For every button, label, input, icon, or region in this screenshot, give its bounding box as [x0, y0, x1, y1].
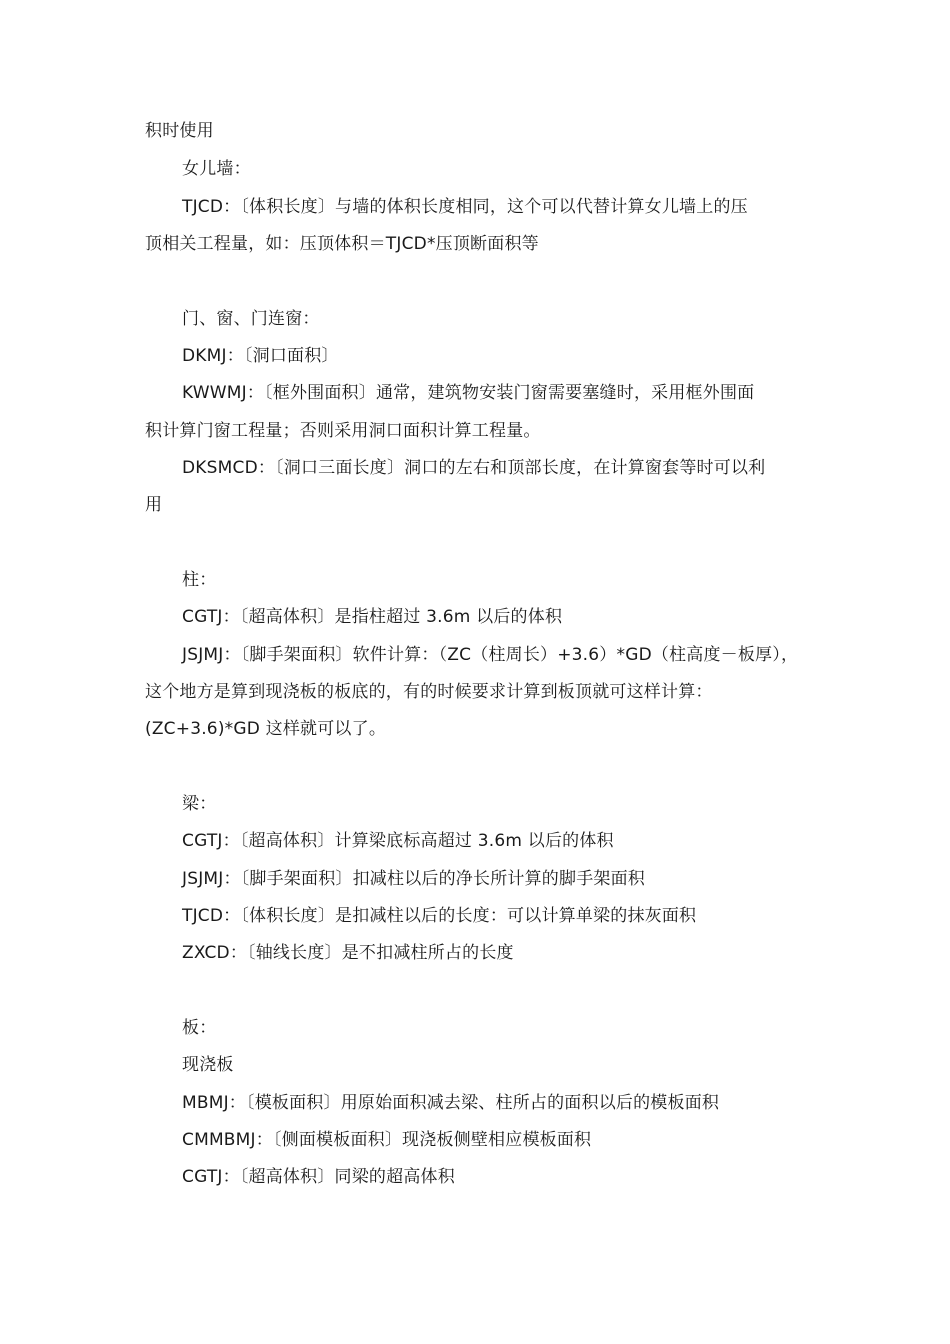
- text-line-jsjmj-column: JSJMJ：〔脚手架面积〕软件计算：（ZC（柱周长）+3.6）*GD（柱高度－板厚），: [182, 645, 799, 665]
- text-line-tjcd-parapet: TJCD：〔体积长度〕与墙的体积长度相同，这个可以代替计算女儿墙上的压: [182, 197, 748, 217]
- text-line-dksmcd-cont: 用: [145, 495, 163, 515]
- text-line-cgtj-slab: CGTJ：〔超高体积〕同梁的超高体积: [182, 1167, 455, 1187]
- text-line-kwwmj: KWWMJ：〔框外围面积〕通常，建筑物安装门窗需要塞缝时，采用框外围面: [182, 383, 755, 403]
- text-line-tjcd-parapet-cont: 顶相关工程量，如：压顶体积＝TJCD*压顶断面积等: [145, 234, 539, 254]
- text-line-dksmcd: DKSMCD：〔洞口三面长度〕洞口的左右和顶部长度，在计算窗套等时可以利: [182, 458, 766, 478]
- text-line-jsjmj-beam: JSJMJ：〔脚手架面积〕扣减柱以后的净长所计算的脚手架面积: [182, 869, 645, 889]
- text-line-cmmbmj: CMMBMJ：〔侧面模板面积〕现浇板侧壁相应模板面积: [182, 1130, 592, 1150]
- section-heading-slab: 板：: [182, 1018, 217, 1038]
- section-heading-parapet: 女儿墙：: [182, 159, 251, 179]
- text-line-zxcd-beam: ZXCD：〔轴线长度〕是不扣减柱所占的长度: [182, 943, 514, 963]
- text-line-cgtj-beam: CGTJ：〔超高体积〕计算梁底标高超过 3.6m 以后的体积: [182, 831, 614, 851]
- text-line-cgtj-column: CGTJ：〔超高体积〕是指柱超过 3.6m 以后的体积: [182, 607, 563, 627]
- section-heading-doors-windows: 门、窗、门连窗：: [182, 309, 320, 329]
- text-line-dkmj: DKMJ：〔洞口面积〕: [182, 346, 339, 366]
- text-line-tjcd-beam: TJCD：〔体积长度〕是扣减柱以后的长度：可以计算单梁的抹灰面积: [182, 906, 697, 926]
- text-line-kwwmj-cont: 积计算门窗工程量；否则采用洞口面积计算工程量。: [145, 421, 541, 441]
- subheading-cast-in-place-slab: 现浇板: [182, 1055, 234, 1075]
- text-line-continuation: 积时使用: [145, 121, 214, 141]
- section-heading-beam: 梁：: [182, 794, 217, 814]
- section-heading-column: 柱：: [182, 570, 217, 590]
- text-line-mbmj: MBMJ：〔模板面积〕用原始面积减去梁、柱所占的面积以后的模板面积: [182, 1093, 720, 1113]
- text-line-jsjmj-column-cont: 这个地方是算到现浇板的板底的，有的时候要求计算到板顶就可这样计算：: [145, 682, 713, 702]
- text-line-jsjmj-column-cont2: (ZC+3.6)*GD 这样就可以了。: [145, 719, 387, 739]
